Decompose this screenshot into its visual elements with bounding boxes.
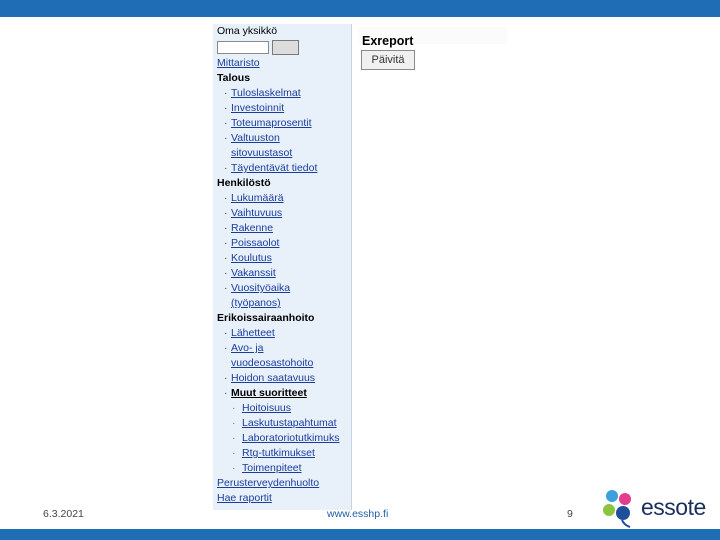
nav-subitem[interactable]: · Toimenpiteet [232,462,302,474]
nav-item[interactable]: · Avo- ja [224,342,264,354]
bullet-icon: · [232,402,236,414]
report-screenshot [213,24,510,510]
nav-item-continuation[interactable]: vuodeosastohoito [231,357,314,369]
report-title: Exreport [362,34,414,48]
primary-care-link[interactable]: Perusterveydenhuolto [217,477,320,489]
bullet-icon: · [224,192,228,204]
section-heading-finance: Talous [217,72,251,84]
bullet-icon: · [224,327,228,339]
top-brand-bar [0,0,720,17]
nav-subgroup-other-outputs[interactable]: · Muut suoritteet [224,387,307,399]
sidebar [213,24,352,510]
nav-item[interactable]: · Lähetteet [224,327,275,339]
nav-item[interactable]: · Poissaolot [224,237,280,249]
footer-url[interactable]: www.esshp.fi [327,508,389,520]
bullet-icon: · [232,462,236,474]
bullet-icon: · [224,252,228,264]
bullet-icon: · [232,447,236,459]
nav-item[interactable]: · Toteumaprosentit [224,117,312,129]
bullet-icon: · [232,417,236,429]
nav-subitem[interactable]: · Laskutustapahtumat [232,417,337,429]
unit-form [217,38,351,56]
bullet-icon: · [224,267,228,279]
bullet-icon: · [224,87,228,99]
nav-item[interactable]: · Koulutus [224,252,272,264]
bullet-icon: · [224,207,228,219]
nav-item[interactable]: · Rakenne [224,222,274,234]
nav-item[interactable]: · Vakanssit [224,267,276,279]
logo-wordmark: essote [641,494,706,520]
essote-logo [598,487,712,529]
unit-submit-button[interactable] [272,40,299,55]
nav-item[interactable]: · Vuosityöaika [224,282,291,294]
nav-subitem[interactable]: · Laboratoriotutkimuks [232,432,340,444]
nav-item[interactable]: · Täydentävät tiedot [224,162,318,174]
nav-item[interactable]: · Valtuuston [224,132,280,144]
bullet-icon: · [224,102,228,114]
nav-subitem[interactable]: · Rtg-tutkimukset [232,447,315,459]
section-heading-personnel: Henkilöstö [217,177,271,189]
nav-item-continuation[interactable]: (työpanos) [231,297,281,309]
nav-item[interactable]: · Vaihtuvuus [224,207,283,219]
unit-title: Oma yksikkö [217,25,278,37]
page-number: 9 [567,508,573,520]
bullet-icon: · [224,117,228,129]
nav-subitem[interactable]: · Hoitoisuus [232,402,292,414]
bullet-icon: · [224,237,228,249]
nav-item[interactable]: · Tuloslaskelmat [224,87,301,99]
bottom-brand-bar [0,529,720,540]
bullet-icon: · [232,432,236,444]
nav-item[interactable]: · Hoidon saatavuus [224,372,316,384]
bullet-icon: · [224,162,228,174]
clover-logo-icon [598,487,638,529]
bullet-icon: · [224,387,228,399]
nav-item[interactable]: · Lukumäärä [224,192,284,204]
bullet-icon: · [224,282,228,294]
bullet-icon: · [224,342,228,354]
refresh-button[interactable]: Päivitä [361,50,415,70]
footer-date: 6.3.2021 [43,508,84,520]
section-heading-specialized-care: Erikoissairaanhoito [217,312,315,324]
bullet-icon: · [224,132,228,144]
unit-input[interactable] [217,41,269,54]
bullet-icon: · [224,372,228,384]
search-reports-link[interactable]: Hae raportit [217,492,272,504]
bullet-icon: · [224,222,228,234]
nav-item-continuation[interactable]: sitovuustasot [231,147,293,159]
dashboard-link[interactable]: Mittaristo [217,57,260,69]
nav-item[interactable]: · Investoinnit [224,102,285,114]
